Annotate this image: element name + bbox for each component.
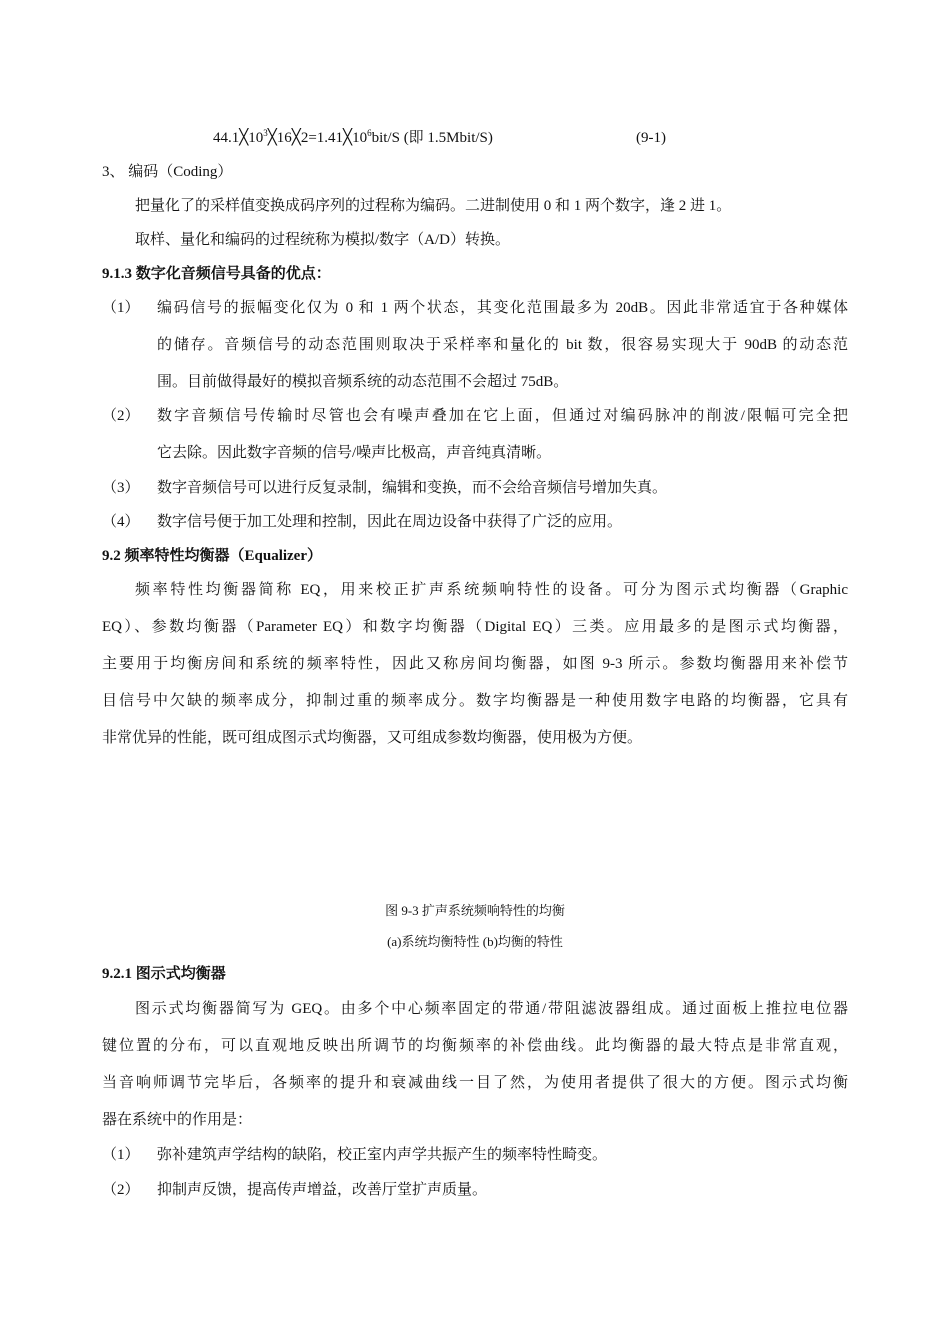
list-item-text: 数字音频信号传输时尽管也会有噪声叠加在它上面，但通过对编码脉冲的削波/限幅可完全把 [157,408,848,424]
section-9-2-1-heading: 9.2.1 图示式均衡器 [102,966,226,982]
section-9-2-1-line: 器在系统中的作用是： [102,1112,253,1128]
section-3-paragraph-2: 取样、量化和编码的过程统称为模拟/数字（A/D）转换。 [135,232,511,248]
section-9-2-line: 主要用于均衡房间和系统的频率特性，因此又称房间均衡器，如图 9-3 所示。参数均衡器用来补偿节 [102,656,848,672]
section-9-2-1-line: 键位置的分布，可以直观地反映出所调节的均衡频率的补偿曲线。此均衡器的最大特点是非常直观， [102,1038,848,1054]
section-9-1-3-heading: 9.1.3 数字化音频信号具备的优点： [102,266,331,282]
list-item-text: 的储存。音频信号的动态范围则取决于采样率和量化的 bit 数，很容易实现大于 90dB 的动态范 [157,337,848,353]
list-item-text: 编码信号的振幅变化仅为 0 和 1 两个状态，其变化范围最多为 20dB。因此非常适宜于各种媒体 [157,300,848,316]
formula-9-1: $44.1╳10^3╳16╳2=1.41╳10^6bit/S$ (即 1.5Mbit/S) [213,128,493,146]
list-item-number: （4） [102,514,140,530]
list-item-text: 它去除。因此数字音频的信号/噪声比极高，声音纯真清晰。 [157,445,552,461]
section-3-paragraph-1: 把量化了的采样值变换成码序列的过程称为编码。二进制使用 0 和 1 两个数字，逢 2 进 1。 [135,198,732,214]
list-item-text: 围。目前做得最好的模拟音频系统的动态范围不会超过 75dB。 [157,374,569,390]
section-9-2-line: 目信号中欠缺的频率成分，抑制过重的频率成分。数字均衡器是一种使用数字电路的均衡器，它具有 [102,693,848,709]
list-item-number: （2） [102,408,140,424]
section-9-2-heading: 9.2 频率特性均衡器（Equalizer） [102,548,322,564]
section-9-2-line: 非常优异的性能，既可组成图示式均衡器，又可组成参数均衡器，使用极为方便。 [102,730,643,746]
figure-caption-title: 图 9-3 扩声系统频响特性的均衡 [385,903,565,918]
list-item-text: 数字信号便于加工处理和控制，因此在周边设备中获得了广泛的应用。 [157,514,623,530]
list-item-number: （3） [102,480,140,496]
section-9-2-line: EQ）、参数均衡器（Parameter EQ）和数字均衡器（Digital EQ）三类。应用最多的是图示式均衡器， [102,619,848,635]
figure-caption-subtitle: (a)系统均衡特性 (b)均衡的特性 [387,934,563,949]
list-item-number: （1） [102,1147,140,1163]
list-item-text: 弥补建筑声学结构的缺陷，校正室内声学共振产生的频率特性畸变。 [157,1147,608,1163]
formula-number: (9-1) [636,130,666,146]
section-9-2-line: 频率特性均衡器简称 EQ，用来校正扩声系统频响特性的设备。可分为图示式均衡器（Graphic [135,582,848,598]
list-item-number: （2） [102,1182,140,1198]
list-item-text: 抑制声反馈，提高传声增益，改善厅堂扩声质量。 [157,1182,488,1198]
list-item-number: （1） [102,300,140,316]
section-3-heading: 3、 编码（Coding） [102,164,233,180]
section-9-2-1-line: 当音响师调节完毕后，各频率的提升和衰减曲线一目了然，为使用者提供了很大的方便。图示式均衡 [102,1075,848,1091]
list-item-text: 数字音频信号可以进行反复录制，编辑和变换，而不会给音频信号增加失真。 [157,480,668,496]
section-9-2-1-line: 图示式均衡器简写为 GEQ。由多个中心频率固定的带通/带阻滤波器组成。通过面板上推拉电位器 [135,1001,848,1017]
